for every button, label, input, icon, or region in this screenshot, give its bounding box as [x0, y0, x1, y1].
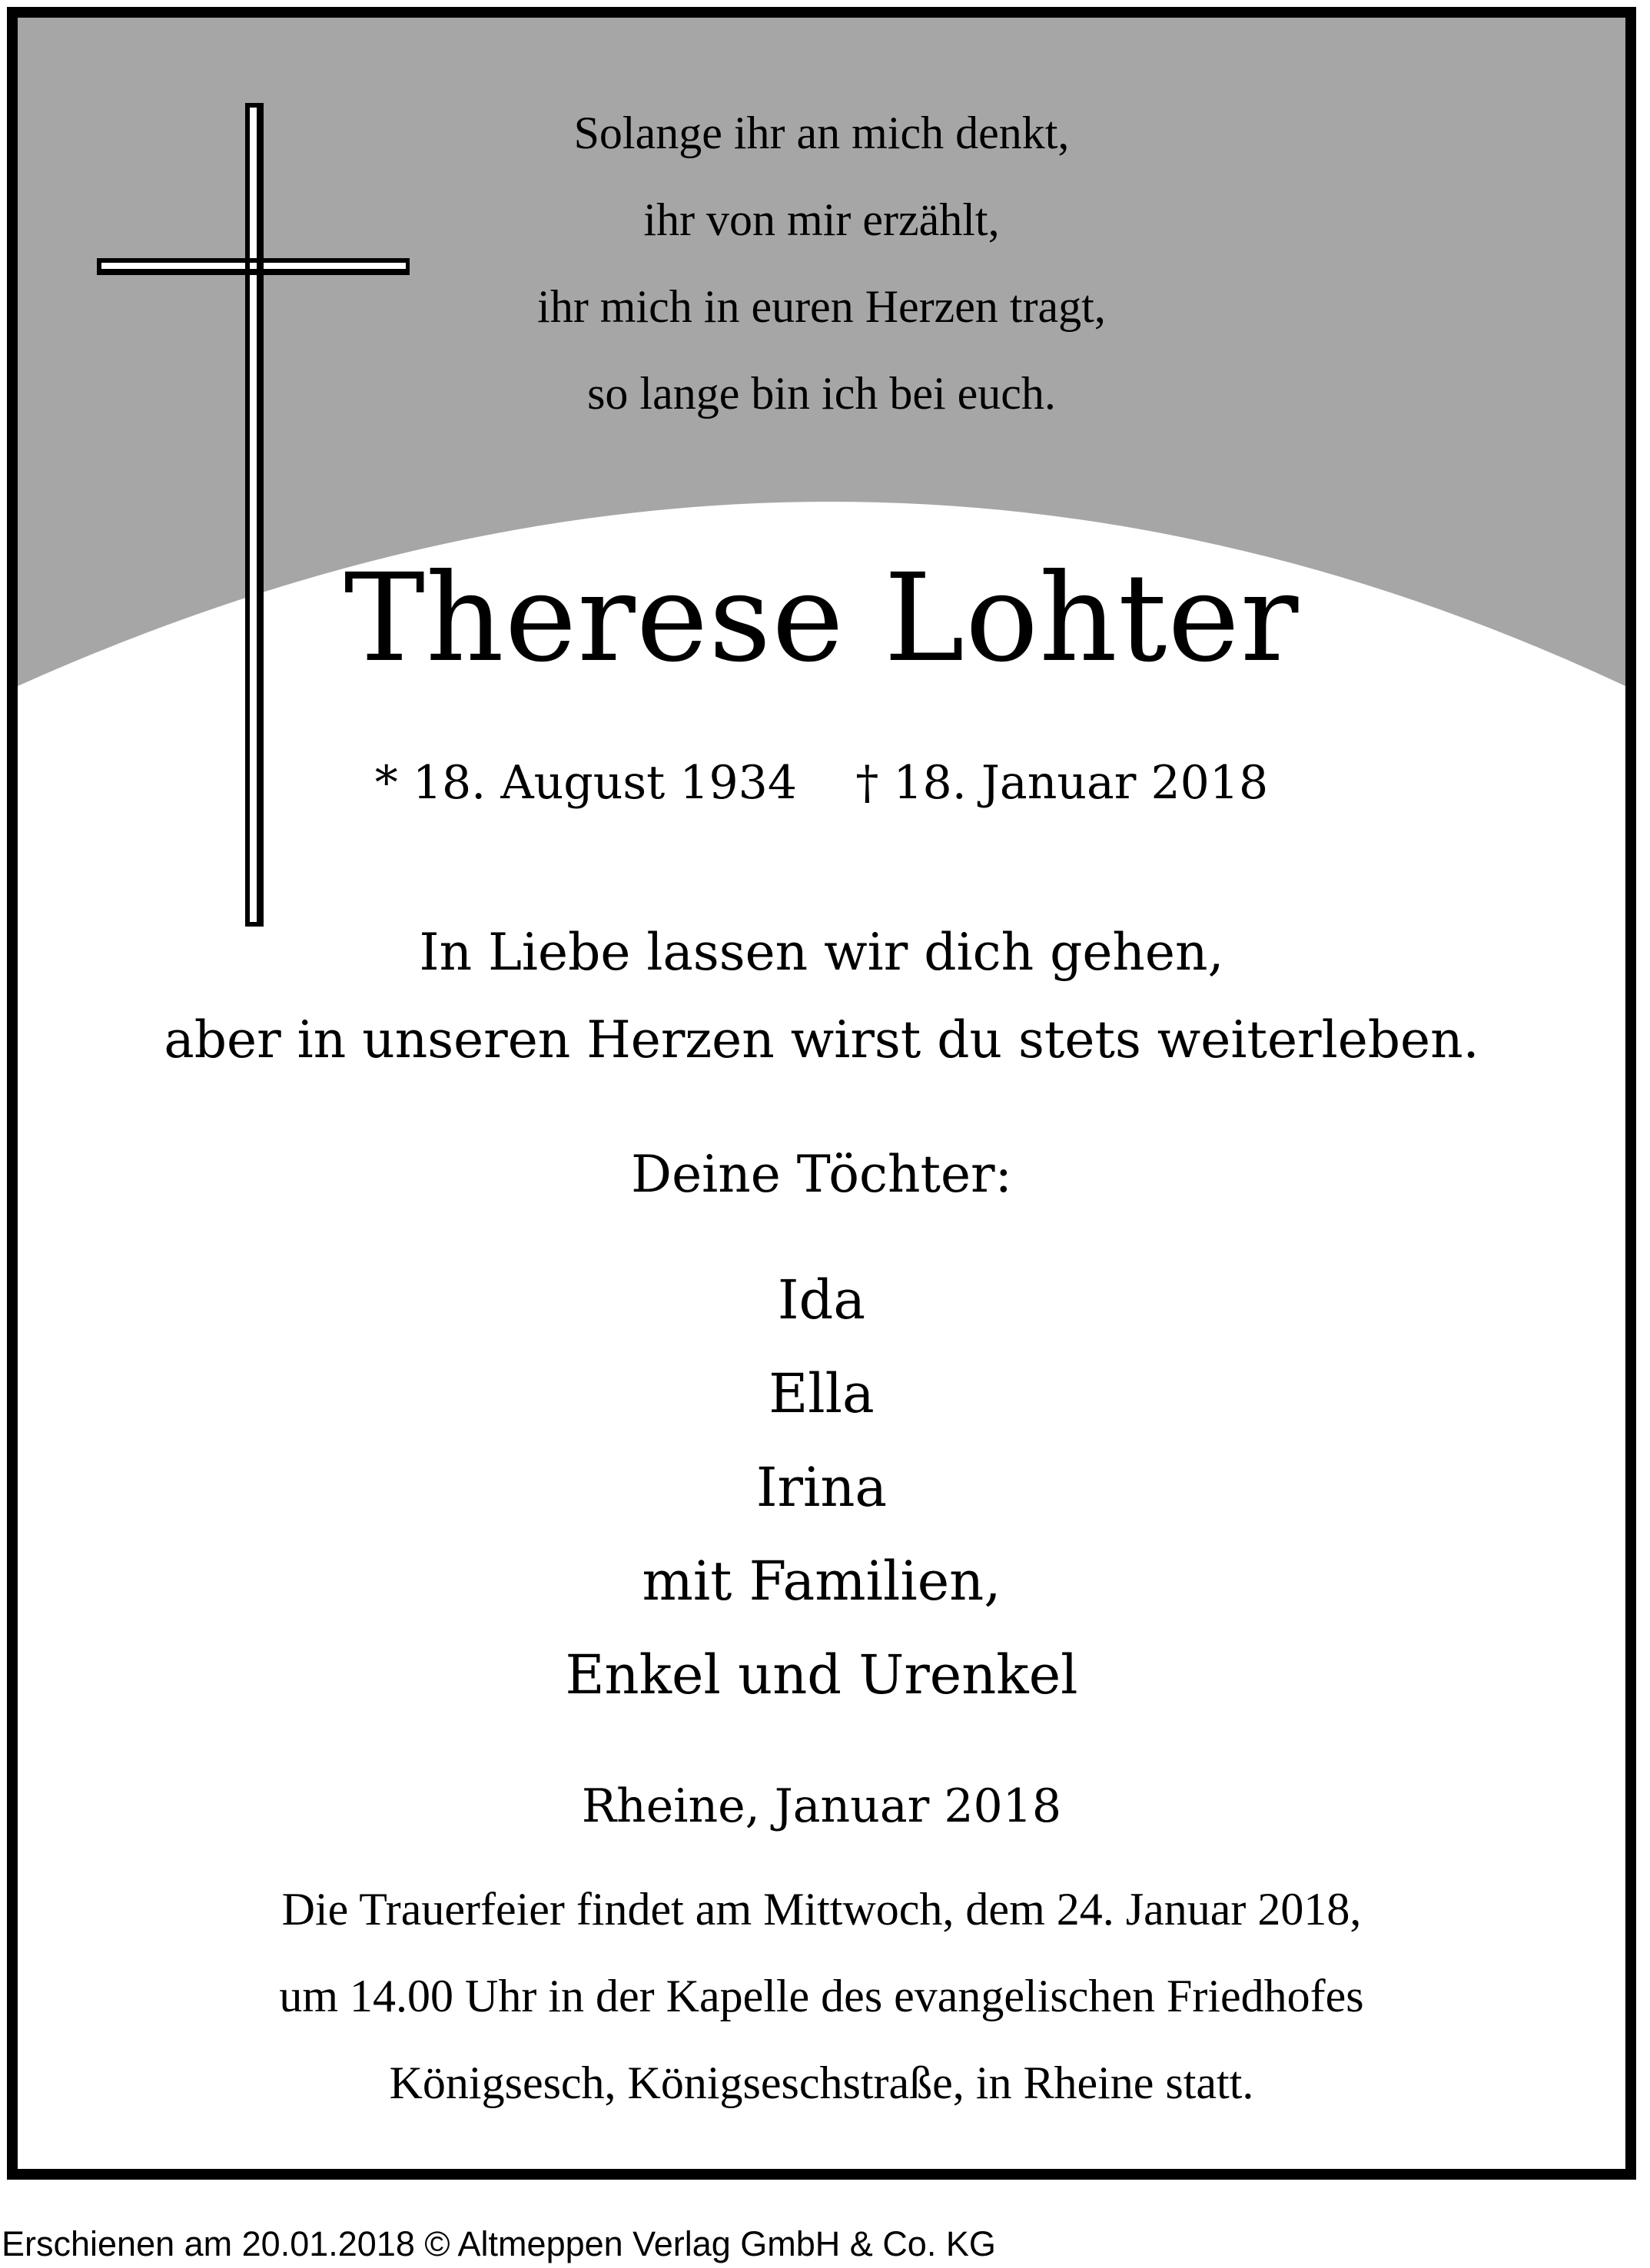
farewell-line-1: In Liebe lassen wir dich gehen,: [419, 923, 1224, 982]
service-line-2: um 14.00 Uhr in der Kapelle des evangelischen Friedhofes: [279, 1971, 1364, 2021]
mourners-grandchildren: Enkel und Urenkel: [565, 1643, 1078, 1706]
deceased-name: Therese Lohter: [344, 548, 1300, 689]
mourners-families: mit Familien,: [642, 1550, 1001, 1613]
farewell-line-2: aber in unseren Herzen wirst du stets weiterleben.: [164, 1010, 1479, 1069]
poem-line-1: Solange ihr an mich denkt,: [573, 108, 1070, 158]
place-date: Rheine, Januar 2018: [581, 1779, 1062, 1833]
service-line-1: Die Trauerfeier findet am Mittwoch, dem 24. Januar 2018,: [281, 1884, 1362, 1935]
mourner-name: Ella: [769, 1362, 875, 1425]
life-dates: * 18. August 1934 † 18. Januar 2018: [374, 756, 1269, 810]
publication-credit: Erschienen am 20.01.2018 © Altmeppen Verlag GmbH & Co. KG: [2, 2224, 996, 2263]
mourners-heading: Deine Töchter:: [631, 1145, 1012, 1204]
service-line-3: Königsesch, Königseschstraße, in Rheine statt.: [389, 2057, 1254, 2108]
poem-line-3: ihr mich in euren Herzen tragt,: [537, 281, 1106, 332]
mourner-name: Ida: [777, 1268, 866, 1331]
mourner-name: Irina: [755, 1456, 888, 1519]
obituary-notice: [7, 7, 1636, 2180]
poem-line-2: ihr von mir erzählt,: [643, 194, 1000, 245]
poem-line-4: so lange bin ich bei euch.: [587, 368, 1056, 419]
